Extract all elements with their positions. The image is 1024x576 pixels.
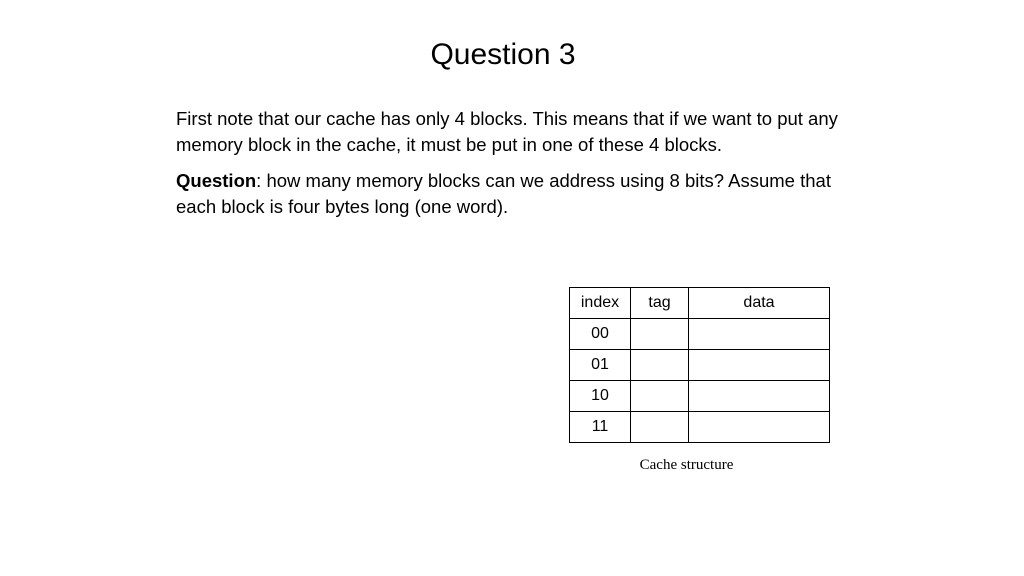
- table-row: [570, 381, 830, 412]
- question-paragraph: [176, 168, 856, 220]
- table-row: [570, 412, 830, 443]
- cell-data: [689, 319, 830, 350]
- table-row: [570, 350, 830, 381]
- cell-data: [689, 350, 830, 381]
- table-caption: Cache structure: [639, 457, 734, 473]
- table-header-row: [570, 288, 830, 319]
- cell-data: [689, 412, 830, 443]
- table-row: [570, 319, 830, 350]
- question-label: Question: [176, 170, 257, 191]
- cell-tag: [631, 412, 689, 443]
- cell-index: 01: [570, 350, 631, 381]
- cell-tag: [631, 319, 689, 350]
- intro-paragraph: First note that our cache has only 4 blocks. This means that if we want to put any memory block in the cache, it must be put in one of these 4 blocks.: [176, 108, 838, 155]
- header-tag: tag: [631, 288, 689, 319]
- slide-title: Question 3: [430, 38, 576, 71]
- header-index: index: [570, 288, 631, 319]
- cache-table: [569, 287, 830, 443]
- cell-data: [689, 381, 830, 412]
- cell-tag: [631, 381, 689, 412]
- header-data: data: [689, 288, 830, 319]
- cell-index: 11: [570, 412, 631, 443]
- question-text: : how many memory blocks can we address using 8 bits? Assume that each block is four bytes long (one word).: [176, 170, 831, 217]
- slide-body: [176, 106, 856, 230]
- cell-index: 10: [570, 381, 631, 412]
- cell-tag: [631, 350, 689, 381]
- cell-index: 00: [570, 319, 631, 350]
